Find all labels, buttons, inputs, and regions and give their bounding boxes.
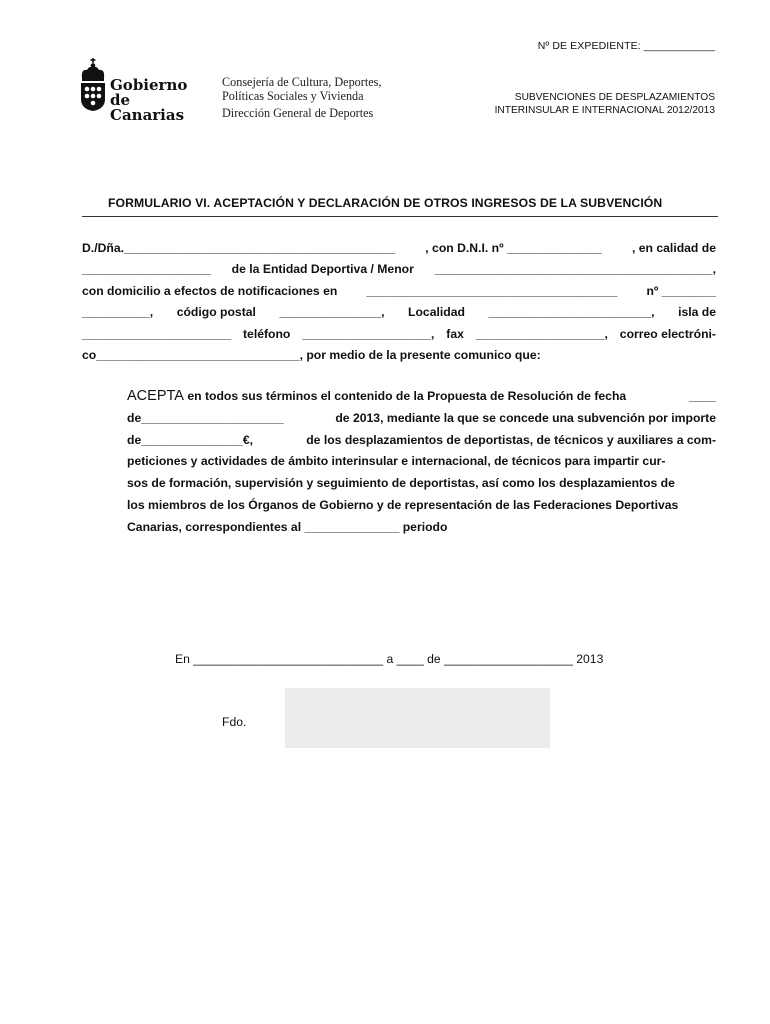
acepta-text: de 2013, mediante la que se concede una subvención por importe <box>335 410 716 425</box>
telefono-field[interactable]: ___________________, <box>302 326 435 341</box>
subvenciones-line-2: INTERINSULAR E INTERNACIONAL 2012/2013 <box>494 104 715 116</box>
firma-label: Fdo. <box>222 715 247 729</box>
acepta-text: de los desplazamientos de deportistas, de técnicos y auxiliares a com- <box>306 432 716 447</box>
form-title: FORMULARIO VI. ACEPTACIÓN Y DECLARACIÓN DE OTROS INGRESOS DE LA SUBVENCIÓN <box>108 196 663 210</box>
acepta-paragraph <box>127 386 716 539</box>
acepta-text: en todos sus términos el contenido de la Propuesta de Resolución de fecha <box>183 389 627 403</box>
consejeria-block <box>222 76 381 121</box>
calidad-field[interactable]: ___________________ <box>82 262 211 277</box>
acepta-line <box>127 517 716 539</box>
telefono-label: teléfono <box>242 326 291 341</box>
codigo-postal-field[interactable]: _______________, <box>279 305 385 320</box>
correo-field[interactable]: co______________________________ <box>82 348 300 363</box>
acepta-line <box>127 386 716 408</box>
acepta-text: peticiones y actividades de ámbito interinsular e internacional, de técnicos para impartir cur- <box>127 454 666 469</box>
fax-label: fax <box>446 326 464 341</box>
title-divider <box>82 216 718 217</box>
form-line <box>82 345 716 366</box>
acepta-line <box>127 430 716 452</box>
consejeria-line-2: Políticas Sociales y Vivienda <box>222 88 364 103</box>
isla-label: isla de <box>678 305 716 320</box>
logo-line-2: de Canarias <box>110 91 185 124</box>
importe-field[interactable]: de_______________€, <box>127 432 254 447</box>
acepta-text: sos de formación, supervisión y seguimiento de deportistas, así como los desplazamientos de <box>127 476 675 491</box>
fax-field[interactable]: ___________________, <box>475 326 608 341</box>
coat-of-arms-icon <box>78 58 108 112</box>
localidad-field[interactable]: ________________________, <box>488 305 655 320</box>
nombre-field[interactable]: D./Dña.________________________________________ <box>82 241 396 255</box>
direccion-general: Dirección General de Deportes <box>222 106 374 120</box>
periodo-field[interactable]: Canarias, correspondientes al ______________ periodo <box>127 519 448 534</box>
logo-line-1: Gobierno <box>110 76 188 94</box>
form-line <box>82 302 716 323</box>
calidad-label: , en calidad de <box>632 241 716 255</box>
form-line <box>82 238 716 259</box>
correo-label: correo electróni- <box>619 326 716 341</box>
domicilio-label: con domicilio a efectos de notificaciones en <box>82 283 338 298</box>
acepta-line <box>127 473 716 495</box>
signature-field[interactable] <box>285 688 550 748</box>
acepta-line <box>127 451 716 473</box>
numero-field[interactable]: nº ________ <box>646 283 716 298</box>
consejeria-line-1: Consejería de Cultura, Deportes, <box>222 75 382 89</box>
form-line <box>82 259 716 280</box>
codigo-postal-label: código postal <box>176 305 256 320</box>
mes-resolucion-field[interactable]: de_____________________ <box>127 410 284 425</box>
comunico-text: , por medio de la presente comunico que: <box>299 348 541 363</box>
acepta-line <box>127 408 716 430</box>
lugar-fecha-field[interactable]: En ____________________________ a ____ de ___________________ 2013 <box>175 652 604 666</box>
isla-field[interactable]: ______________________ <box>82 326 232 341</box>
form-line <box>82 324 716 345</box>
acepta-text: los miembros de los Órganos de Gobierno y de representación de las Federaciones Deportivas <box>127 497 679 512</box>
acepta-line <box>127 495 716 517</box>
form-line <box>82 281 716 302</box>
localidad-label: Localidad <box>408 305 465 320</box>
expediente-number: Nº DE EXPEDIENTE: ____________ <box>537 40 715 52</box>
entidad-field[interactable]: _________________________________________, <box>434 262 716 277</box>
entidad-label: de la Entidad Deportiva / Menor <box>231 262 414 277</box>
numero-cont-field[interactable]: __________, <box>82 305 154 320</box>
gobierno-canarias-logo <box>78 58 208 124</box>
domicilio-field[interactable]: _____________________________________ <box>366 283 618 298</box>
dni-field[interactable]: , con D.N.I. nº ______________ <box>425 241 602 255</box>
subvenciones-header <box>495 92 715 117</box>
acepta-word: ACEPTA <box>127 388 184 404</box>
applicant-data-paragraph <box>82 238 716 366</box>
fecha-resolucion-field[interactable]: ____ <box>688 389 716 403</box>
subvenciones-line-1: SUBVENCIONES DE DESPLAZAMIENTOS <box>514 92 715 103</box>
